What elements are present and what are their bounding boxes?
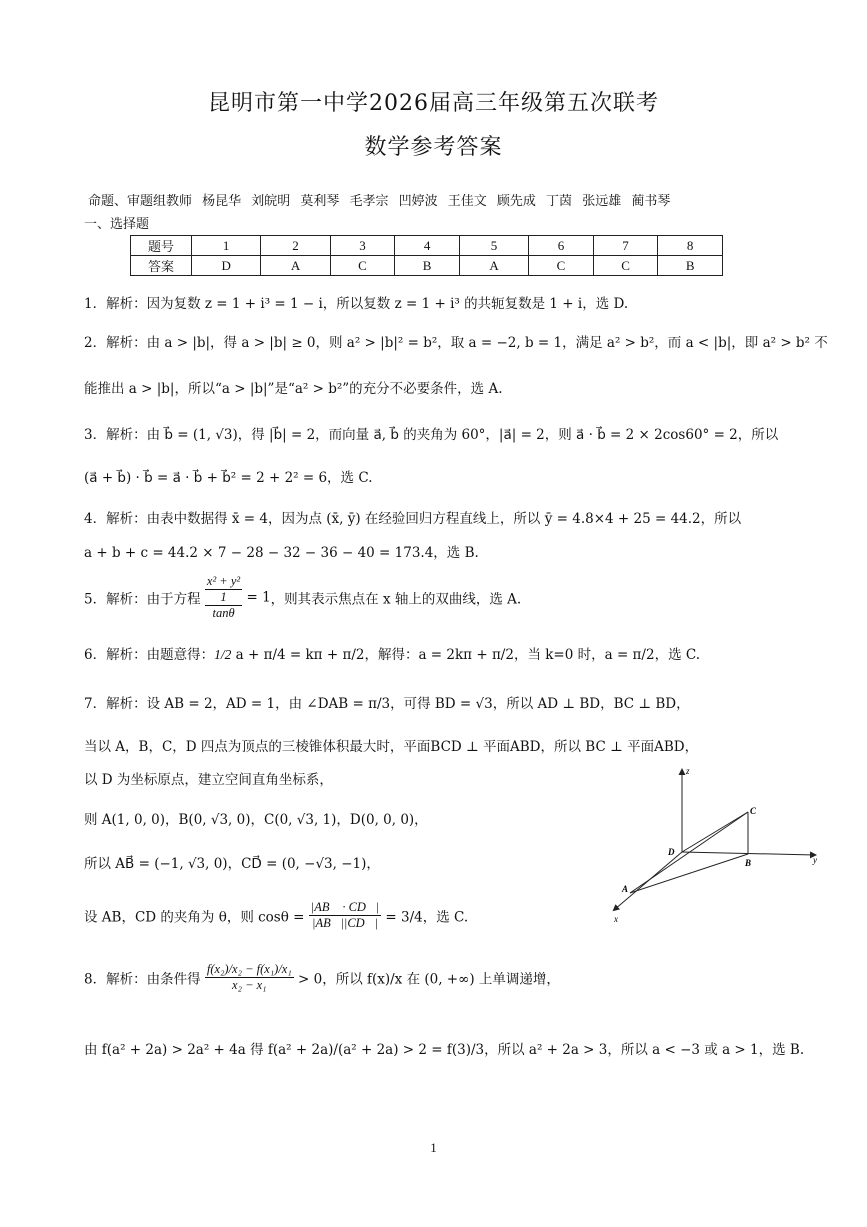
solution-7-line-4: 则 A(1, 0, 0)，B(0, √3, 0)，C(0, √3, 1)，D(0, 0, 0)，: [84, 812, 428, 828]
solution-7-cos-fraction: [309, 900, 381, 931]
label-b: B: [745, 858, 752, 868]
solution-5-suffix: ，则其表示焦点在 x 轴上的双曲线，选 A.: [270, 591, 522, 608]
solution-2-line-1: 2．解析：由 a > |b|，得 a > |b| ≥ 0，则 a² > |b|² = b²，取 a = −2, b = 1，满足 a² > b²，而 a < |b|，即 a² > b² 不: [84, 335, 828, 351]
solution-5-fraction: [205, 574, 242, 621]
section-title: 一、选择题: [84, 217, 150, 232]
solution-8-numerator: f(x₂)/x₂ − f(x₁)/x₁: [206, 962, 292, 976]
authors-line: 命题、审题组教师 杨昆华 刘皖明 莫利琴 毛孝宗 凹婷波 王佳文 顾先成 丁茵 张远雄 蔺书琴: [88, 194, 671, 209]
solution-8-line-2: 由 f(a² + 2a) > 2a² + 4a 得 f(a² + 2a)/(a² + 2a) > 2 = f(3)/3，所以 a² + 2a > 3，所以 a < −3 或 a > 1，选 B.: [84, 1042, 805, 1058]
table-row: [131, 256, 723, 276]
answer-table: [130, 235, 723, 276]
solution-7-line-6: [84, 900, 468, 931]
page-title: 昆明市第一中学2026届高三年级第五次联考: [208, 91, 659, 116]
solution-7-line-5: 所以 AB⃗ = (−1, √3, 0)，CD⃗ = (0, −√3, −1)，: [84, 856, 380, 872]
table-cell: C: [330, 256, 395, 276]
solution-7-line-1: 7．解析：设 AB = 2，AD = 1，由 ∠DAB = π/3，可得 BD = √3，所以 AD ⊥ BD，BC ⊥ BD，: [84, 696, 690, 712]
table-cell: 1: [192, 236, 261, 256]
solution-5-rhs: = 1: [246, 589, 271, 606]
table-cell: 答案: [131, 256, 192, 276]
solution-7-cos-denominator: |AB⃗||CD⃗|: [312, 916, 378, 930]
solution-8-fraction: [205, 962, 294, 993]
edge-ab: [630, 854, 748, 893]
edge-ac: [630, 812, 748, 893]
table-row: [131, 236, 723, 256]
solution-1: 1．解析：因为复数 z = 1 + i³ = 1 − i，所以复数 z = 1 + i³ 的共轭复数是 1 + i，选 D.: [84, 296, 629, 312]
solution-8-prefix: 8．解析：由条件得: [84, 971, 201, 988]
table-cell: 6: [529, 236, 594, 256]
table-cell: 3: [330, 236, 395, 256]
edge-dc: [682, 812, 748, 852]
solution-5: [84, 574, 521, 621]
table-cell: D: [192, 256, 261, 276]
solution-6-body: a + π/4 = kπ + π/2，解得：a = 2kπ + π/2，当 k=0 时，a = π/2，选 C.: [235, 647, 700, 663]
label-x: x: [614, 914, 618, 924]
solution-8-line-1: [84, 962, 560, 993]
table-cell: C: [529, 256, 594, 276]
solution-4-line-1: 4．解析：由表中数据得 x̄ = 4，因为点 (x̄, ȳ) 在经验回归方程直线上，所以 ȳ = 4.8×4 + 25 = 44.2，所以: [84, 511, 742, 527]
solution-7-cos-numerator: |AB⃗ · CD⃗|: [310, 900, 380, 914]
label-a: A: [622, 884, 629, 894]
solution-2-line-2: 能推出 a > |b|，所以“a > |b|”是“a² > b²”的充分不必要条件，选 A.: [84, 381, 503, 397]
table-cell: 5: [459, 236, 528, 256]
solution-7-line-3: 以 D 为坐标原点，建立空间直角坐标系，: [84, 772, 333, 788]
page-subtitle: 数学参考答案: [364, 135, 503, 160]
solution-6-half: 1/2: [214, 647, 232, 662]
solution-6: [84, 643, 700, 663]
table-cell: C: [593, 256, 658, 276]
solution-8-denominator: x₂ − x₁: [232, 978, 267, 992]
table-cell: 8: [658, 236, 723, 256]
solution-6-prefix: 6．解析：由题意得：: [84, 647, 215, 663]
label-d: D: [668, 847, 675, 857]
table-cell: A: [459, 256, 528, 276]
solution-3-line-1: 3．解析：由 b⃗ = (1, √3)，得 |b⃗| = 2，而向量 a⃗, b⃗ 的夹角为 60°，|a⃗| = 2，则 a⃗ · b⃗ = 2 × 2cos60° = 2，所以: [84, 427, 779, 443]
solution-3-line-2: (a⃗ + b⃗) · b⃗ = a⃗ · b⃗ + b⃗² = 2 + 2² = 6，选 C.: [84, 470, 373, 486]
table-cell: 7: [593, 236, 658, 256]
table-cell: A: [261, 256, 330, 276]
solution-8-suffix: > 0，所以 f(x)/x 在 (0, +∞) 上单调递增，: [298, 971, 560, 988]
solution-7-cos-suffix: = 3/4，选 C.: [385, 909, 469, 926]
coordinate-figure: [600, 760, 830, 925]
solution-5-denominator: tanθ: [212, 606, 235, 620]
label-c: C: [750, 806, 757, 816]
page-number: 1: [430, 1140, 437, 1155]
table-cell: B: [395, 256, 460, 276]
solution-5-mid: 1: [205, 590, 242, 606]
label-y: y: [813, 855, 817, 865]
table-cell: B: [658, 256, 723, 276]
solution-7-line-2: 当以 A，B，C，D 四点为顶点的三棱锥体积最大时，平面BCD ⊥ 平面ABD，所以 BC ⊥ 平面ABD，: [84, 739, 699, 755]
solution-4-line-2: a + b + c = 44.2 × 7 − 28 − 32 − 36 − 40 = 173.4，选 B.: [84, 545, 479, 561]
table-cell: 4: [395, 236, 460, 256]
label-z: z: [686, 766, 690, 776]
table-cell: 2: [261, 236, 330, 256]
solution-5-prefix: 5．解析：由于方程: [84, 591, 201, 608]
solution-5-numerator: x² + y²: [206, 574, 241, 588]
solution-7-cos-prefix: 设 AB，CD 的夹角为 θ，则 cosθ =: [84, 909, 305, 926]
table-cell: 题号: [131, 236, 192, 256]
